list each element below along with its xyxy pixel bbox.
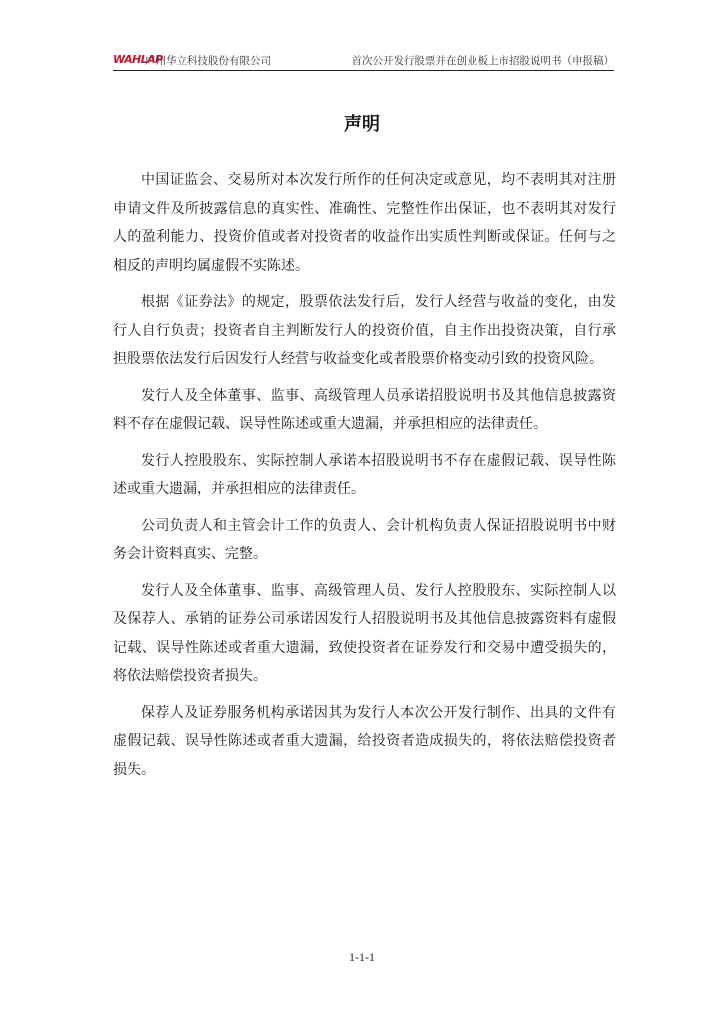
paragraph: 发行人及全体董事、监事、高级管理人员、发行人控股股东、实际控制人以及保荐人、承销的证券公司承诺因发行人招股说明书及其他信息披露资料有虚假记载、误导性陈述或者重大遗漏，致使投资者在证券发行和交易中遭受损失的，将依法赔偿投资者损失。 [113, 582, 616, 684]
paragraph: 根据《证券法》的规定，股票依法发行后，发行人经营与收益的变化，由发行人自行负责；投资者自主判断发行人的投资价值，自主作出投资决策，自行承担股票依法发行后因发行人经营与收益变化或者股票价格变动引致的投资风险。 [113, 294, 616, 367]
paragraph: 发行人及全体董事、监事、高级管理人员承诺招股说明书及其他信息披露资料不存在虚假记载、误导性陈述或重大遗漏，并承担相应的法律责任。 [113, 387, 616, 432]
paragraph: 公司负责人和主管会计工作的负责人、会计机构负责人保证招股说明书中财务会计资料真实、完整。 [113, 517, 616, 562]
company-name: 广州华立科技股份有限公司 [145, 55, 271, 67]
page-number: 1-1-1 [349, 950, 375, 964]
page-title: 声明 [344, 114, 380, 135]
paragraph: 中国证监会、交易所对本次发行所作的任何决定或意见，均不表明其对注册申请文件及所披露信息的真实性、准确性、完整性作出保证，也不表明其对发行人的盈利能力、投资价值或者对投资者的收益作出实质性判断或保证。任何与之相反的声明均属虚假不实陈述。 [113, 172, 616, 274]
document-title: 首次公开发行股票并在创业板上市招股说明书（申报稿） [351, 55, 614, 67]
page-header [113, 50, 614, 71]
declaration-body [113, 166, 616, 792]
paragraph: 发行人控股股东、实际控制人承诺本招股说明书不存在虚假记载、误导性陈述或重大遗漏，并承担相应的法律责任。 [113, 452, 616, 497]
paragraph: 保荐人及证券服务机构承诺因其为发行人本次公开发行制作、出具的文件有虚假记载、误导性陈述或者重大遗漏，给投资者造成损失的，将依法赔偿投资者损失。 [113, 704, 616, 778]
company-logo: WAHLAP [113, 53, 163, 66]
